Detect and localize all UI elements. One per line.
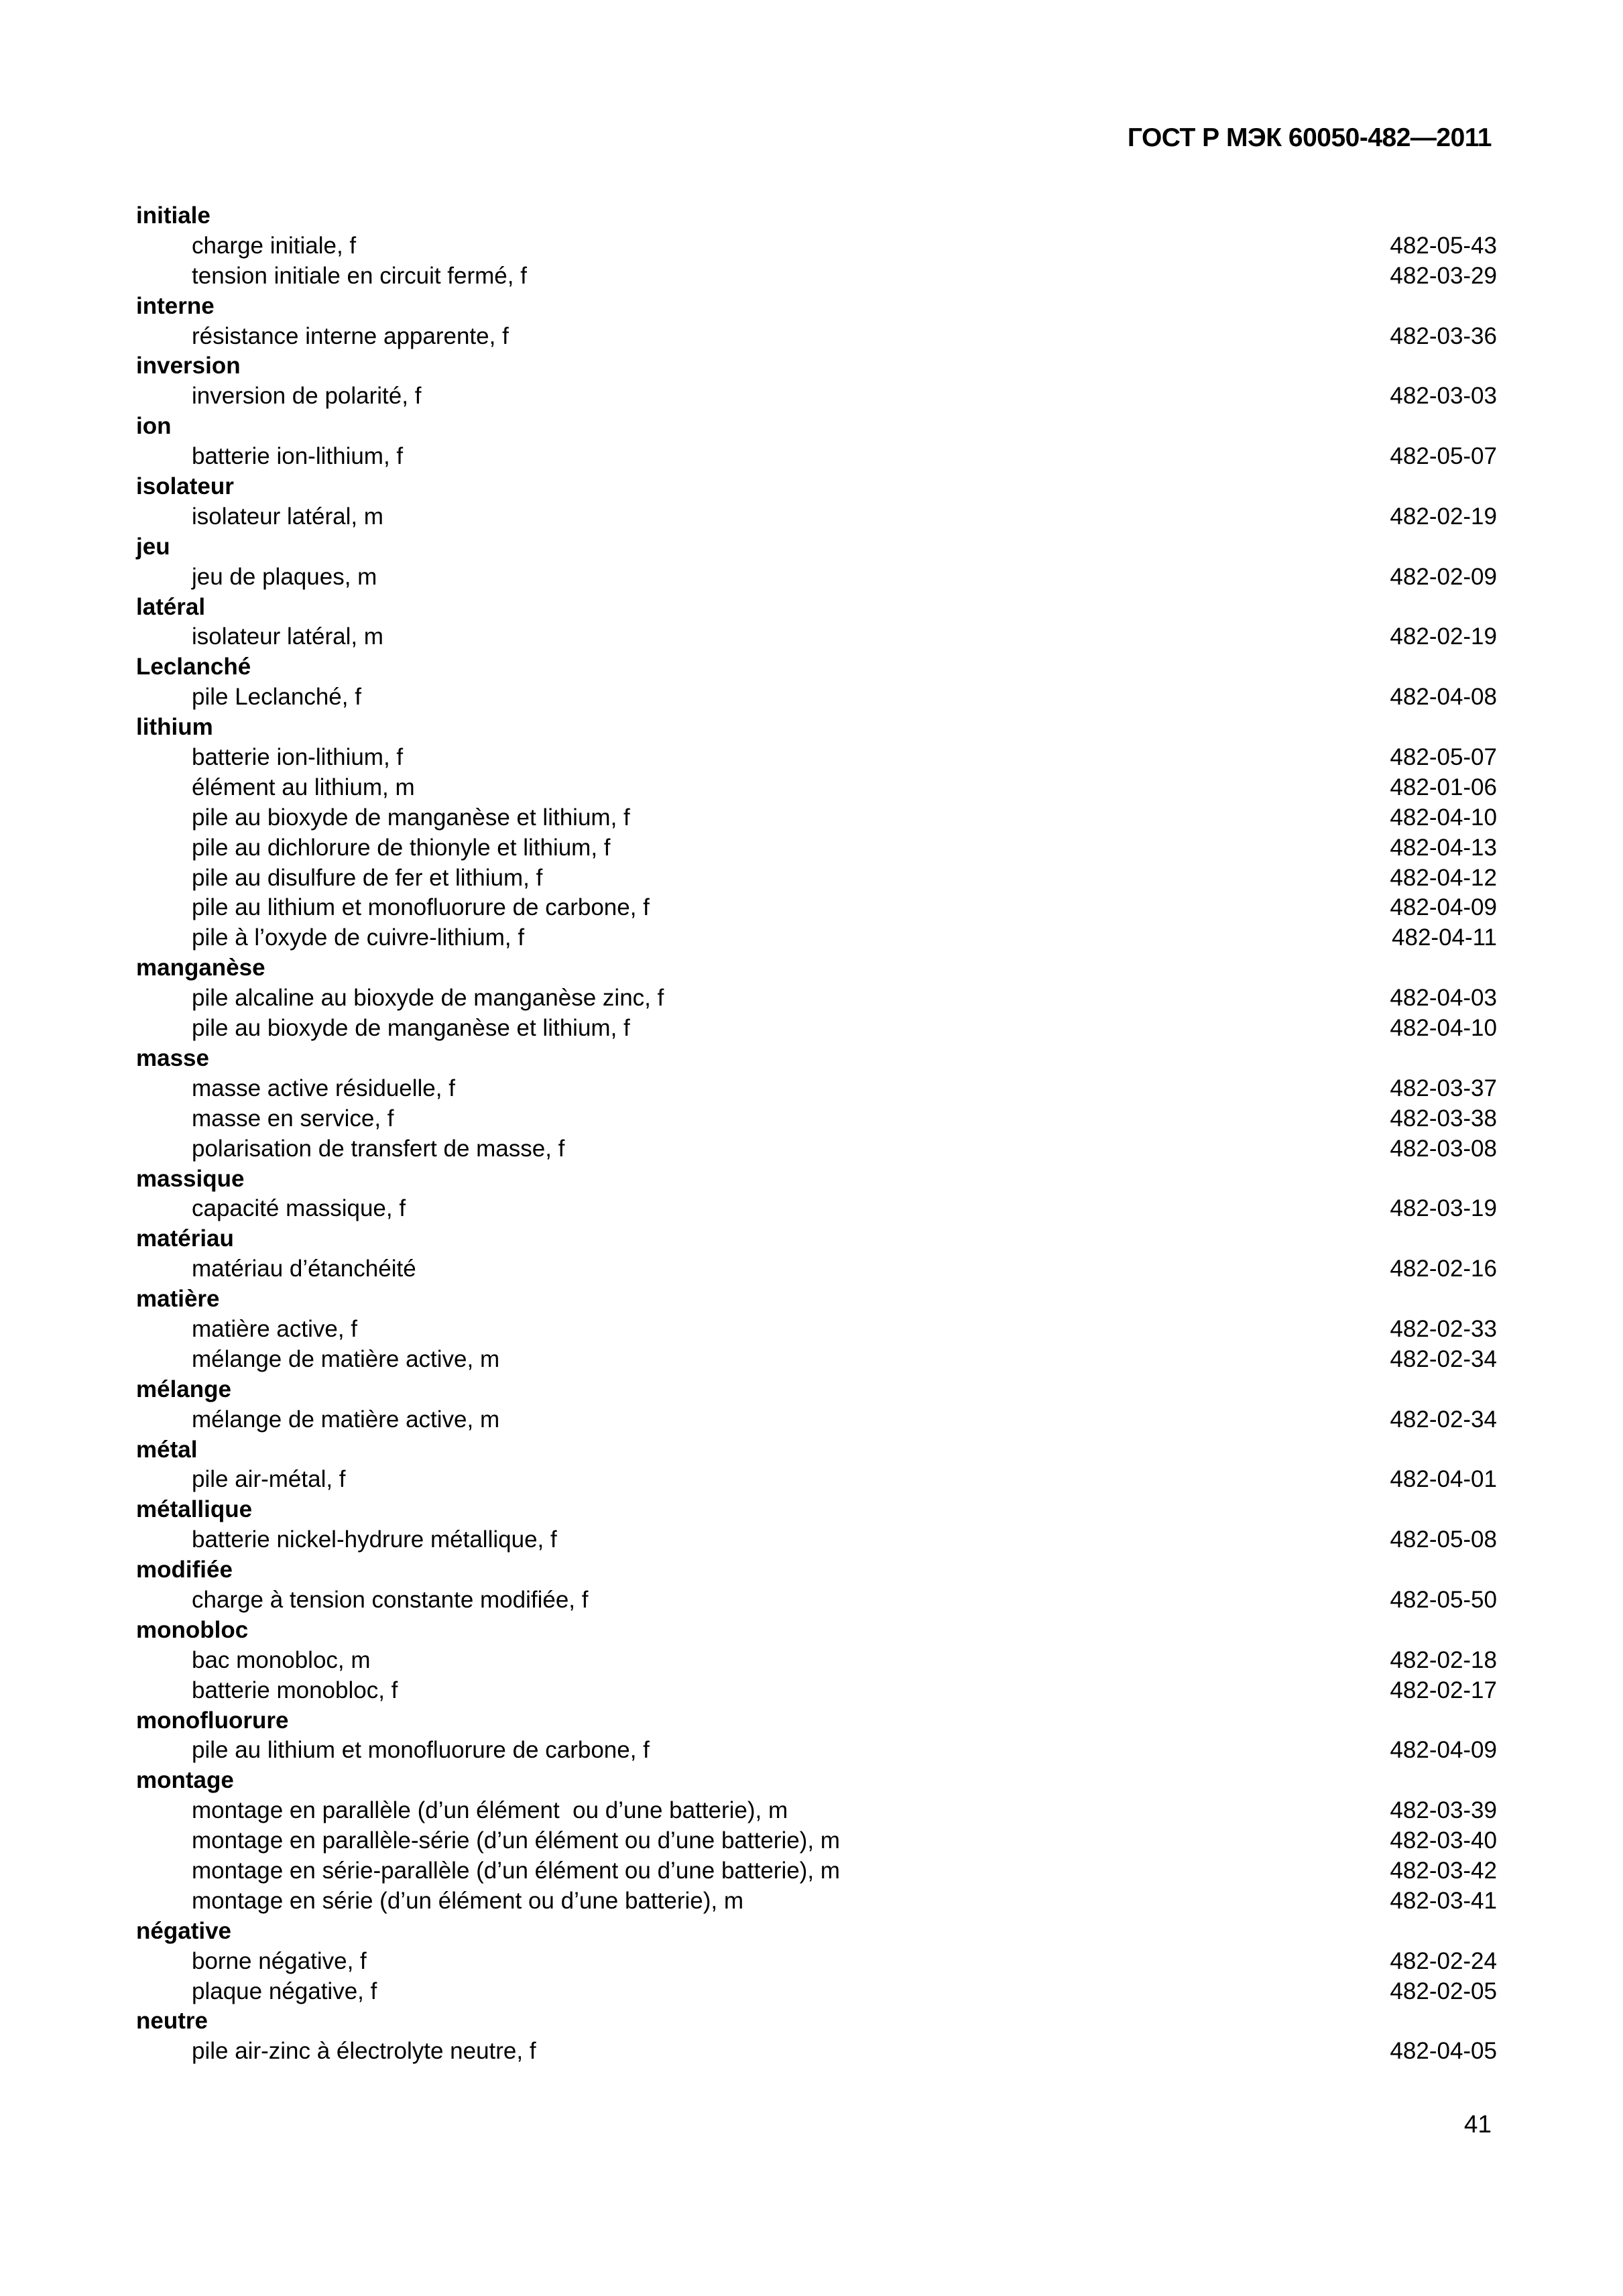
index-entry [136,231,1497,261]
index-entry [136,1585,1497,1616]
index-entry [136,2037,1497,2067]
entry-code: 482-03-08 [1390,1135,1497,1162]
index-group [136,1917,1497,2007]
index-entry [136,1977,1497,2007]
index-entry [136,1796,1497,1826]
index-group [136,1375,1497,1435]
index-group [136,1164,1497,1225]
index-entry [136,1134,1497,1164]
index-term: négative [136,1917,231,1944]
index-group [136,532,1497,593]
index-term: manganèse [136,955,265,981]
entry-text: matériau d’étanchéité [192,1256,416,1282]
index-term: massique [136,1165,245,1192]
index-entry [136,1074,1497,1104]
index-group [136,1495,1497,1555]
entry-code: 482-04-03 [1390,985,1497,1012]
entry-text: résistance interne apparente, f [192,322,509,349]
index-term: masse [136,1044,209,1071]
entry-text: batterie nickel-hydrure métallique, f [192,1526,557,1553]
index-entry [136,322,1497,352]
index-entry [136,682,1497,713]
entry-code: 482-03-19 [1390,1195,1497,1222]
entry-text: montage en série (d’un élément ou d’une batterie), m [192,1887,743,1914]
index-term: matière [136,1286,220,1313]
index-entry [136,1646,1497,1676]
index-group [136,292,1497,352]
entry-code: 482-02-16 [1390,1256,1497,1282]
entry-code: 482-02-09 [1390,563,1497,590]
entry-text: inversion de polarité, f [192,383,422,410]
index-term: lithium [136,714,213,741]
entry-code: 482-01-06 [1390,774,1497,800]
entry-code: 482-04-01 [1390,1466,1497,1493]
entry-code: 482-04-05 [1390,2038,1497,2065]
index-term: monobloc [136,1616,249,1643]
index-group [136,1706,1497,1766]
index-term: latéral [136,593,206,620]
entry-code: 482-05-07 [1390,443,1497,470]
entry-code: 482-03-29 [1390,262,1497,289]
entry-code: 482-04-09 [1390,894,1497,921]
entry-code: 482-04-09 [1390,1737,1497,1764]
entry-code: 482-02-33 [1390,1315,1497,1342]
index-term: Leclanché [136,654,251,680]
entry-code: 482-03-37 [1390,1075,1497,1101]
entry-text: jeu de plaques, m [192,563,377,590]
entry-text: pile air-métal, f [192,1466,346,1493]
entry-text: pile Leclanché, f [192,684,361,711]
index-term: matériau [136,1225,234,1252]
entry-text: batterie monobloc, f [192,1677,398,1703]
index-group [136,713,1497,953]
entry-code: 482-03-40 [1390,1827,1497,1854]
index-entry [136,562,1497,593]
entry-text: charge à tension constante modifiée, f [192,1586,589,1613]
index-entry [136,1254,1497,1284]
index-entry [136,743,1497,773]
entry-code: 482-05-08 [1390,1526,1497,1553]
entry-text: isolateur latéral, m [192,623,383,650]
entry-text: masse en service, f [192,1105,394,1132]
index-entry [136,1465,1497,1495]
index-group [136,1555,1497,1616]
entry-code: 482-04-11 [1392,924,1497,951]
entry-code: 482-02-24 [1390,1947,1497,1974]
entry-text: tension initiale en circuit fermé, f [192,262,527,289]
index-term: initiale [136,202,211,229]
term-index [136,201,1497,2067]
index-group [136,412,1497,472]
entry-code: 482-03-42 [1390,1857,1497,1884]
entry-code: 482-02-19 [1390,503,1497,530]
index-entry [136,863,1497,894]
entry-text: mélange de matière active, m [192,1406,500,1433]
index-entry [136,1345,1497,1375]
index-term: interne [136,292,215,319]
entry-text: polarisation de transfert de masse, f [192,1135,565,1162]
entry-code: 482-02-05 [1390,1978,1497,2004]
entry-text: pile au bioxyde de manganèse et lithium, f [192,1015,630,1042]
entry-text: bac monobloc, m [192,1646,371,1673]
index-group [136,472,1497,532]
index-group [136,593,1497,653]
index-entry [136,923,1497,953]
index-term: isolateur [136,473,234,500]
index-group [136,1435,1497,1496]
index-group [136,1044,1497,1164]
index-entry [136,1856,1497,1886]
entry-text: pile alcaline au bioxyde de manganèse zinc, f [192,985,664,1012]
entry-code: 482-04-10 [1390,1015,1497,1042]
entry-text: pile au disulfure de fer et lithium, f [192,864,543,891]
index-term: modifiée [136,1557,233,1583]
index-term: jeu [136,533,170,560]
index-entry [136,622,1497,652]
entry-code: 482-02-19 [1390,623,1497,650]
entry-code: 482-04-10 [1390,804,1497,831]
index-group [136,2006,1497,2067]
entry-text: borne négative, f [192,1947,367,1974]
index-entry [136,502,1497,532]
index-group [136,1616,1497,1706]
entry-text: pile au lithium et monofluorure de carbone, f [192,894,650,921]
index-term: ion [136,413,172,440]
entry-code: 482-03-41 [1390,1887,1497,1914]
entry-text: montage en parallèle (d’un élément ou d’une batterie), m [192,1797,788,1824]
index-entry [136,1886,1497,1917]
index-term: montage [136,1767,234,1794]
index-term: monofluorure [136,1707,289,1734]
entry-code: 482-05-43 [1390,232,1497,259]
index-group [136,1766,1497,1916]
index-term: métal [136,1436,198,1463]
index-entry [136,442,1497,472]
index-entry [136,1525,1497,1555]
index-group [136,1284,1497,1375]
index-group [136,652,1497,713]
entry-code: 482-04-12 [1390,864,1497,891]
entry-text: isolateur latéral, m [192,503,383,530]
document-header: ГОСТ Р МЭК 60050-482—2011 [1127,123,1492,152]
index-term: métallique [136,1496,253,1523]
index-group [136,1224,1497,1284]
index-entry [136,1194,1497,1224]
index-group [136,953,1497,1044]
index-term: mélange [136,1376,231,1402]
index-entry [136,261,1497,292]
index-group [136,351,1497,412]
index-entry [136,893,1497,923]
index-entry [136,1676,1497,1706]
entry-code: 482-03-36 [1390,322,1497,349]
index-entry [136,983,1497,1014]
index-entry [136,773,1497,803]
entry-code: 482-04-13 [1390,834,1497,861]
entry-text: élément au lithium, m [192,774,415,800]
entry-text: pile au dichlorure de thionyle et lithium, f [192,834,611,861]
entry-text: plaque négative, f [192,1978,377,2004]
index-entry [136,1104,1497,1134]
index-entry [136,803,1497,833]
index-term: inversion [136,353,241,379]
entry-text: montage en série-parallèle (d’un élément ou d’une batterie), m [192,1857,840,1884]
index-term: neutre [136,2008,208,2035]
entry-code: 482-05-50 [1390,1586,1497,1613]
entry-code: 482-02-17 [1390,1677,1497,1703]
index-entry [136,1826,1497,1856]
entry-text: charge initiale, f [192,232,357,259]
index-entry [136,1315,1497,1345]
entry-text: matière active, f [192,1315,358,1342]
entry-code: 482-02-34 [1390,1406,1497,1433]
entry-text: batterie ion-lithium, f [192,744,404,771]
entry-text: pile au bioxyde de manganèse et lithium, f [192,804,630,831]
index-entry [136,1736,1497,1766]
entry-text: batterie ion-lithium, f [192,443,404,470]
entry-code: 482-03-39 [1390,1797,1497,1824]
index-entry [136,833,1497,863]
entry-text: mélange de matière active, m [192,1345,500,1372]
entry-text: capacité massique, f [192,1195,406,1222]
entry-text: masse active résiduelle, f [192,1075,455,1101]
index-group [136,201,1497,292]
entry-text: pile au lithium et monofluorure de carbone, f [192,1737,650,1764]
entry-code: 482-04-08 [1390,684,1497,711]
index-entry [136,1947,1497,1977]
page-number: 41 [1463,2110,1492,2138]
index-entry [136,1014,1497,1044]
index-entry [136,381,1497,412]
index-entry [136,1405,1497,1435]
entry-code: 482-03-38 [1390,1105,1497,1132]
entry-text: pile à l’oxyde de cuivre-lithium, f [192,924,525,951]
entry-text: pile air-zinc à électrolyte neutre, f [192,2038,536,2065]
entry-code: 482-03-03 [1390,383,1497,410]
entry-code: 482-02-18 [1390,1646,1497,1673]
entry-code: 482-02-34 [1390,1345,1497,1372]
entry-code: 482-05-07 [1390,744,1497,771]
entry-text: montage en parallèle-série (d’un élément ou d’une batterie), m [192,1827,840,1854]
